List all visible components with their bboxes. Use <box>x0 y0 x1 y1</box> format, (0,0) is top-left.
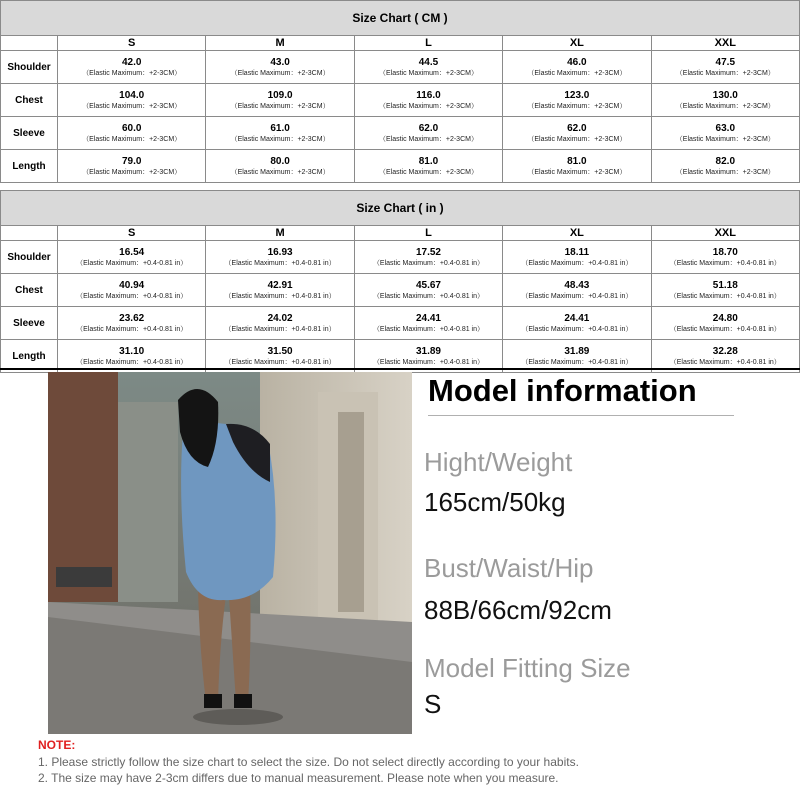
cell-value: 40.94 <box>119 280 145 291</box>
chart-title: Size Chart ( CM ) <box>1 1 800 36</box>
cell-value: 130.0 <box>712 90 738 101</box>
row-label: Chest <box>1 84 58 117</box>
cell-note: （Elastic Maximum：+2-3CM） <box>675 70 775 77</box>
size-header: XL <box>503 226 651 241</box>
cell-value: 42.0 <box>121 57 142 68</box>
cell-note: （Elastic Maximum：+2-3CM） <box>230 136 330 143</box>
table-row <box>1 84 800 117</box>
row-label: Chest <box>1 274 58 307</box>
cell-value: 24.41 <box>415 313 441 324</box>
cell-note: （Elastic Maximum：+0.4-0.81 in） <box>372 326 485 333</box>
cell-note: （Elastic Maximum：+2-3CM） <box>527 136 627 143</box>
cell-value: 31.89 <box>564 346 590 357</box>
fitting-size-value: S <box>424 689 442 719</box>
table-cell <box>206 51 354 84</box>
cell-note: （Elastic Maximum：+0.4-0.81 in） <box>669 359 781 366</box>
cell-note: （Elastic Maximum：+0.4-0.81 in） <box>372 293 485 300</box>
cell-note: （Elastic Maximum：+2-3CM） <box>230 169 330 176</box>
table-cell <box>354 241 502 274</box>
table-cell <box>503 84 651 117</box>
cell-note: （Elastic Maximum：+0.4-0.81 in） <box>669 293 781 300</box>
cell-value: 42.91 <box>267 280 293 291</box>
cell-note: （Elastic Maximum：+2-3CM） <box>527 103 627 110</box>
measurements-label: Bust/Waist/Hip <box>424 553 594 583</box>
cell-note: （Elastic Maximum：+0.4-0.81 in） <box>76 293 188 300</box>
table-cell <box>58 274 206 307</box>
cell-value: 24.80 <box>712 313 738 324</box>
table-cell <box>354 117 502 150</box>
cell-value: 31.50 <box>267 346 293 357</box>
size-header: S <box>58 226 206 241</box>
note-line-2: 2. The size may have 2-3cm differs due to manual measurement. Please note when you measure. <box>38 771 559 785</box>
height-weight-label: Hight/Weight <box>424 447 573 477</box>
table-cell <box>651 150 799 183</box>
cell-value: 62.0 <box>567 123 587 134</box>
cell-note: （Elastic Maximum：+0.4-0.81 in） <box>76 359 188 366</box>
cell-note: （Elastic Maximum：+2-3CM） <box>230 103 330 110</box>
table-row <box>1 117 800 150</box>
table-cell <box>503 241 651 274</box>
size-chart-in <box>0 190 800 373</box>
table-row <box>1 150 800 183</box>
street-scene-illustration <box>48 372 412 734</box>
fitting-size-label: Model Fitting Size <box>424 653 631 683</box>
measurements-value: 88B/66cm/92cm <box>424 595 612 625</box>
cell-note: （Elastic Maximum：+2-3CM） <box>378 136 478 143</box>
cell-value: 116.0 <box>416 90 441 101</box>
cell-note: （Elastic Maximum：+2-3CM） <box>527 70 627 77</box>
cell-value: 16.93 <box>267 247 293 258</box>
cell-value: 62.0 <box>418 123 439 134</box>
cell-value: 24.41 <box>564 313 590 324</box>
size-header-row <box>1 36 800 51</box>
row-label: Shoulder <box>1 241 58 274</box>
cell-value: 80.0 <box>270 156 290 167</box>
cell-note: （Elastic Maximum：+2-3CM） <box>82 169 182 176</box>
height-weight-value: 165cm/50kg <box>424 487 566 517</box>
cell-value: 63.0 <box>715 123 736 134</box>
cell-note: （Elastic Maximum：+2-3CM） <box>378 70 478 77</box>
cell-note: （Elastic Maximum：+2-3CM） <box>675 169 775 176</box>
model-info-title: Model information <box>428 373 697 408</box>
cell-value: 51.18 <box>712 280 738 291</box>
cell-note: （Elastic Maximum：+0.4-0.81 in） <box>224 359 336 366</box>
cell-value: 109.0 <box>267 90 293 101</box>
cell-value: 81.0 <box>567 156 587 167</box>
size-header: L <box>354 226 502 241</box>
cell-note: （Elastic Maximum：+0.4-0.81 in） <box>372 359 485 366</box>
table-cell <box>58 307 206 340</box>
table-cell <box>651 84 799 117</box>
cell-note: （Elastic Maximum：+0.4-0.81 in） <box>224 293 336 300</box>
row-label: Sleeve <box>1 307 58 340</box>
cell-note: （Elastic Maximum：+2-3CM） <box>527 169 627 176</box>
model-photo <box>48 372 412 734</box>
cell-note: （Elastic Maximum：+2-3CM） <box>675 136 775 143</box>
note-line-1: 1. Please strictly follow the size chart to select the size. Do not select directly according to your habits. <box>38 755 579 769</box>
cell-value: 18.11 <box>564 247 590 258</box>
cell-value: 47.5 <box>715 57 736 68</box>
cell-value: 61.0 <box>270 123 290 134</box>
table-cell <box>206 117 354 150</box>
size-chart-cm <box>0 0 800 183</box>
cell-value: 82.0 <box>715 156 736 167</box>
cell-value: 46.0 <box>567 57 587 68</box>
size-header: M <box>206 36 354 51</box>
table-cell <box>651 307 799 340</box>
cell-value: 44.5 <box>418 57 439 68</box>
cell-value: 31.89 <box>415 346 441 357</box>
cell-note: （Elastic Maximum：+2-3CM） <box>675 103 775 110</box>
table-cell <box>503 117 651 150</box>
size-header: M <box>206 226 354 241</box>
cell-note: （Elastic Maximum：+2-3CM） <box>230 70 330 77</box>
cell-note: （Elastic Maximum：+0.4-0.81 in） <box>521 326 633 333</box>
cell-note: （Elastic Maximum：+0.4-0.81 in） <box>76 326 188 333</box>
table-row <box>1 241 800 274</box>
cell-value: 23.62 <box>119 313 145 324</box>
table-cell <box>206 307 354 340</box>
row-label: Length <box>1 340 58 373</box>
cell-note: （Elastic Maximum：+0.4-0.81 in） <box>224 326 336 333</box>
corner-cell <box>1 226 58 241</box>
cell-note: （Elastic Maximum：+0.4-0.81 in） <box>76 260 188 267</box>
cell-note: （Elastic Maximum：+0.4-0.81 in） <box>521 293 633 300</box>
size-header: S <box>58 36 206 51</box>
cell-value: 24.02 <box>267 313 293 324</box>
table-cell <box>206 150 354 183</box>
cell-note: （Elastic Maximum：+2-3CM） <box>82 70 182 77</box>
table-cell <box>354 274 502 307</box>
cell-note: （Elastic Maximum：+0.4-0.81 in） <box>669 326 781 333</box>
title-underline <box>428 415 734 416</box>
table-cell <box>58 150 206 183</box>
cell-note: （Elastic Maximum：+0.4-0.81 in） <box>669 260 781 267</box>
table-cell <box>503 51 651 84</box>
table-cell <box>651 274 799 307</box>
cell-value: 17.52 <box>415 247 441 258</box>
table-row <box>1 274 800 307</box>
cell-value: 60.0 <box>121 123 142 134</box>
cell-value: 31.10 <box>119 346 145 357</box>
cell-value: 45.67 <box>415 280 441 291</box>
size-header-row <box>1 226 800 241</box>
cell-value: 16.54 <box>119 247 145 258</box>
table-cell <box>206 241 354 274</box>
cell-note: （Elastic Maximum：+0.4-0.81 in） <box>521 260 633 267</box>
table-cell <box>354 307 502 340</box>
table-cell <box>503 150 651 183</box>
table-cell <box>206 84 354 117</box>
table-cell <box>354 84 502 117</box>
cell-value: 123.0 <box>564 90 590 101</box>
cell-note: （Elastic Maximum：+2-3CM） <box>82 103 182 110</box>
row-label: Length <box>1 150 58 183</box>
table-row <box>1 307 800 340</box>
cell-value: 43.0 <box>270 57 290 68</box>
size-header: XL <box>503 36 651 51</box>
corner-cell <box>1 36 58 51</box>
table-cell <box>651 117 799 150</box>
cell-note: （Elastic Maximum：+0.4-0.81 in） <box>224 260 336 267</box>
table-cell <box>651 51 799 84</box>
size-header: XXL <box>651 36 799 51</box>
table-cell <box>58 84 206 117</box>
table-cell <box>58 51 206 84</box>
size-header: L <box>354 36 502 51</box>
table-cell <box>651 241 799 274</box>
cell-note: （Elastic Maximum：+2-3CM） <box>378 169 478 176</box>
chart-title: Size Chart ( in ) <box>1 191 800 226</box>
size-table-cm <box>0 0 800 183</box>
table-cell <box>354 51 502 84</box>
row-label: Sleeve <box>1 117 58 150</box>
table-cell <box>58 241 206 274</box>
size-header: XXL <box>651 226 799 241</box>
table-cell <box>58 117 206 150</box>
cell-value: 48.43 <box>564 280 590 291</box>
table-row <box>1 51 800 84</box>
cell-value: 79.0 <box>121 156 142 167</box>
table-cell <box>503 274 651 307</box>
table-cell <box>354 150 502 183</box>
table-cell <box>503 307 651 340</box>
table-cell <box>206 274 354 307</box>
cell-value: 18.70 <box>712 247 738 258</box>
cell-note: （Elastic Maximum：+0.4-0.81 in） <box>521 359 633 366</box>
cell-note: （Elastic Maximum：+2-3CM） <box>82 136 182 143</box>
cell-value: 81.0 <box>418 156 439 167</box>
cell-note: （Elastic Maximum：+2-3CM） <box>378 103 478 110</box>
size-table-in <box>0 190 800 373</box>
note-heading: NOTE: <box>38 738 76 752</box>
row-label: Shoulder <box>1 51 58 84</box>
cell-note: （Elastic Maximum：+0.4-0.81 in） <box>372 260 485 267</box>
cell-value: 104.0 <box>119 90 145 101</box>
cell-value: 32.28 <box>712 346 738 357</box>
